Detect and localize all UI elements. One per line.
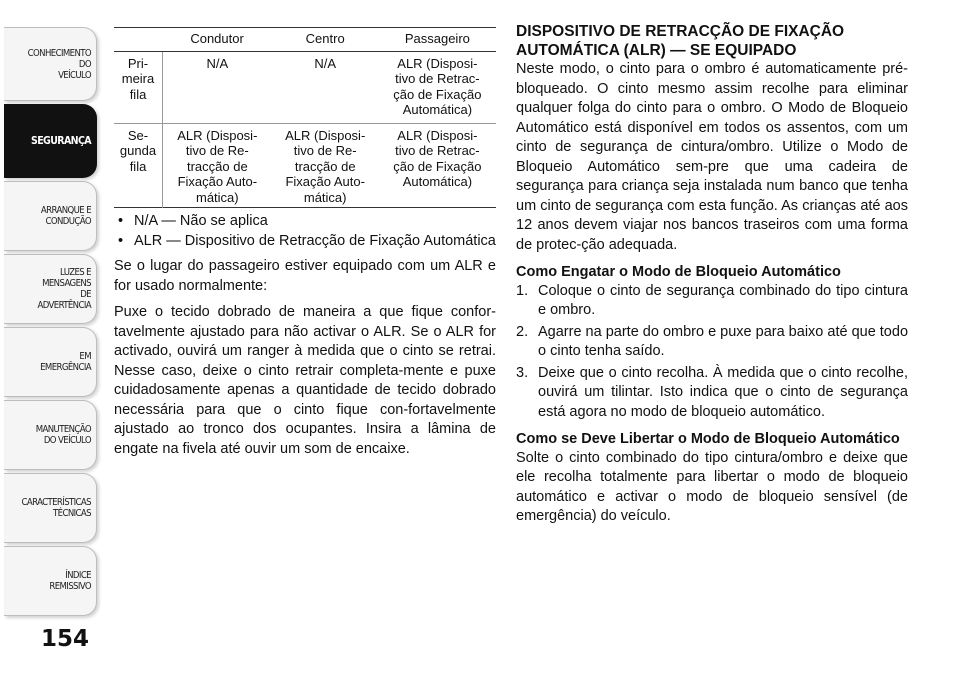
table-header-cell [114,28,163,52]
table-row-header: Se- gunda fila [114,123,163,208]
alr-seating-table [114,27,496,208]
tab-label: ÍNDICE REMISSIVO [49,570,91,592]
step-item [516,323,908,362]
tab-caracteristicas-tecnicas[interactable] [4,473,97,543]
table-row [114,51,496,123]
step-number: 3. [516,364,529,381]
tab-seguranca[interactable] [4,104,97,178]
chapter-tabs [0,0,100,678]
engage-steps [516,282,908,423]
body-paragraph: Puxe o tecido dobrado de maneira a que fique confor-tavelmente ajustado para não activar o ALR. Se o ALR for activado, ouvirá um ranger à medida que o cinto se retrai. Nesse caso, deixe o cinto retrair completa-mente e puxe cuidadosamente apenas a quantidade de tecido dobrado necessária para que o cinto fique con-fortavelmente ajustado ao tronco dos ocupantes. Insira a lâmina de engate na fivela até ouvir um som de encaixe. [114,304,496,457]
section-paragraph: Neste modo, o cinto para o ombro é automaticamente pré-bloqueado. O cinto mesmo assim recolhe para eliminar qualquer folga do cinto para o ombro. O Modo de Bloqueio Automático está disponível em todos os assentos, com um cinto de segurança de cintura/ombro. Utilize o Modo de Bloqueio Automático sem-pre que uma cadeira de segurança para criança seja instalada num banco que tenha um cinto de segurança com esta função. As crianças até aos 12 anos devem viajar nos bancos traseiros com uma forma de protec-ção adequada. [516,61,908,253]
tab-manutencao-do-veiculo[interactable] [4,400,97,470]
legend-item: • ALR — Dispositivo de Retracção de Fixação Automática [114,232,496,251]
table-header-cell: Passageiro [379,28,496,52]
step-number: 2. [516,323,529,340]
table-row [114,123,496,208]
step-item [516,282,908,321]
table-header-row [114,28,496,52]
table-cell: N/A [272,51,379,123]
subheading-engage: Como Engatar o Modo de Bloqueio Automático [516,264,841,280]
step-text: Deixe que o cinto recolha. À medida que o cinto recolhe, ouvirá um tilintar. Isto indica que o cinto de segurança está agora no modo de bloqueio automático. [538,364,908,420]
tab-label: CONHECIMENTO DO VEÍCULO [27,47,91,81]
body-paragraph: Se o lugar do passageiro estiver equipado com um ALR e for usado normalmente: [114,258,496,294]
left-column [114,27,496,459]
table-cell: ALR (Disposi- tivo de Retrac- ção de Fixação Automática) [393,127,482,189]
page-number: 154 [40,626,89,652]
table-legend [114,212,496,251]
tab-arranque-e-conducao[interactable] [4,181,97,251]
step-number: 1. [516,282,529,299]
tab-em-emergencia[interactable] [4,327,97,397]
tab-label: MANUTENÇÃO DO VEÍCULO [35,424,91,446]
table-cell: N/A [163,51,272,123]
table-row-header: Pri- meira fila [114,51,163,123]
step-item [516,364,908,423]
tab-label: ARRANQUE E CONDUÇÃO [40,205,91,227]
step-text: Agarre na parte do ombro e puxe para baixo até que todo o cinto tenha saído. [538,323,909,359]
table-cell: ALR (Disposi- tivo de Re- tracção de Fixação Auto- mática) [285,127,366,205]
tab-conhecimento-do-veiculo[interactable] [4,27,97,101]
tab-label: CARACTERÍSTICAS TÉCNICAS [21,497,91,519]
tab-indice-remissivo[interactable] [4,546,97,616]
tab-label: SEGURANÇA [30,134,91,147]
step-text: Coloque o cinto de segurança combinado do tipo cintura e ombro. [538,282,908,318]
table-header-cell: Centro [272,28,379,52]
section-heading: DISPOSITIVO DE RETRACÇÃO DE FIXAÇÃO AUTOMÁTICA (ALR) — SE EQUIPADO [516,23,845,59]
table-header-cell: Condutor [163,28,272,52]
subheading-release: Como se Deve Libertar o Modo de Bloqueio Automático [516,431,900,447]
tab-luzes-e-mensagens[interactable] [4,254,97,324]
legend-item: • N/A — Não se aplica [114,212,496,231]
release-paragraph: Solte o cinto combinado do tipo cintura/ombro e deixe que ele recolha totalmente para libertar o modo de bloqueio automático e activar o modo de bloqueio sensível (de emergência) do veículo. [516,449,908,524]
table-cell: ALR (Disposi- tivo de Re- tracção de Fixação Auto- mática) [177,127,258,205]
tab-label: LUZES E MENSAGENS DE ADVERTÊNCIA [37,267,91,311]
tab-label: EM EMERGÊNCIA [40,351,91,373]
table-cell: ALR (Disposi- tivo de Retrac- ção de Fixação Automática) [379,51,496,123]
right-column [516,22,908,527]
